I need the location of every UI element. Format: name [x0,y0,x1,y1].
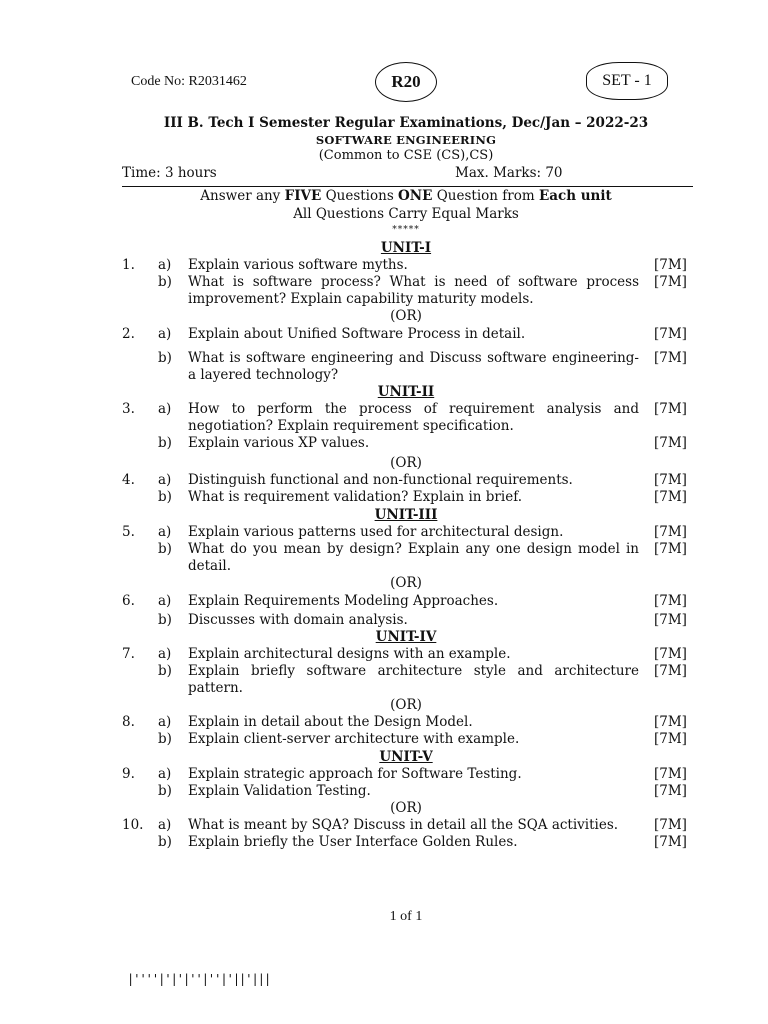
question-number: 1. [122,257,135,273]
question-text: What is software engineering and Discuss software engineering-a layered technology? [188,350,639,383]
instruction-line-1: Answer any FIVE Questions ONE Question from Each unit [200,188,612,204]
question-number: 7. [122,646,135,662]
question-marks: [7M] [654,274,687,290]
exam-title: III B. Tech I Semester Regular Examinations, Dec/Jan – 2022-23 [163,115,649,131]
regulation-badge: R20 [375,62,437,102]
or-separator: (OR) [390,800,422,816]
part-label: a) [158,401,172,417]
question-marks: [7M] [654,714,687,730]
part-label: b) [158,834,172,850]
or-separator: (OR) [390,455,422,471]
question-text: Explain strategic approach for Software Testing. [188,766,522,782]
question-marks: [7M] [654,593,687,609]
part-label: b) [158,435,172,451]
question-text: What is requirement validation? Explain in brief. [188,489,522,505]
or-separator: (OR) [390,308,422,324]
barcode: |''''|'|'|''|''|'||'||| [127,972,271,986]
question-text: Discusses with domain analysis. [188,612,408,628]
question-number: 5. [122,524,135,540]
question-marks: [7M] [654,612,687,628]
part-label: a) [158,714,172,730]
part-label: b) [158,489,172,505]
question-number: 3. [122,401,135,417]
question-marks: [7M] [654,401,687,417]
question-marks: [7M] [654,646,687,662]
part-label: b) [158,350,172,366]
question-marks: [7M] [654,731,687,747]
question-text: Explain in detail about the Design Model. [188,714,473,730]
instruction-line-2: All Questions Carry Equal Marks [293,206,519,222]
part-label: a) [158,326,172,342]
question-number: 10. [122,817,144,833]
question-text: Explain architectural designs with an example. [188,646,511,662]
question-marks: [7M] [654,817,687,833]
question-number: 9. [122,766,135,782]
header-divider [122,186,693,187]
question-number: 4. [122,472,135,488]
separator-stars: ***** [392,225,420,235]
question-number: 2. [122,326,135,342]
or-separator: (OR) [390,575,422,591]
question-text: Explain briefly software architecture style and architecture pattern. [188,663,639,696]
question-text: Explain about Unified Software Process in detail. [188,326,526,342]
part-label: a) [158,593,172,609]
question-text: What is software process? What is need of software process improvement? Explain capability maturity models. [188,274,639,307]
question-text: Explain various software myths. [188,257,408,273]
time-allowed: Time: 3 hours [122,165,217,181]
part-label: b) [158,783,172,799]
question-marks: [7M] [654,783,687,799]
part-label: a) [158,817,172,833]
part-label: b) [158,663,172,679]
part-label: a) [158,646,172,662]
question-text: What is meant by SQA? Discuss in detail all the SQA activities. [188,817,619,833]
question-marks: [7M] [654,766,687,782]
question-marks: [7M] [654,326,687,342]
question-text: Distinguish functional and non-functional requirements. [188,472,573,488]
page-number: 1 of 1 [389,909,423,924]
question-marks: [7M] [654,524,687,540]
or-separator: (OR) [390,697,422,713]
question-text: How to perform the process of requirement analysis and negotiation? Explain requirement specification. [188,401,639,434]
question-marks: [7M] [654,257,687,273]
part-label: a) [158,472,172,488]
max-marks: Max. Marks: 70 [455,165,563,181]
part-label: b) [158,731,172,747]
set-badge: SET - 1 [586,62,668,100]
question-marks: [7M] [654,435,687,451]
part-label: b) [158,541,172,557]
question-marks: [7M] [654,541,687,557]
question-text: Explain briefly the User Interface Golden Rules. [188,834,518,850]
unit-heading: UNIT-V [379,749,433,765]
question-marks: [7M] [654,350,687,366]
question-text: Explain various patterns used for architectural design. [188,524,564,540]
part-label: b) [158,274,172,290]
part-label: b) [158,612,172,628]
unit-heading: UNIT-III [374,507,438,523]
question-marks: [7M] [654,472,687,488]
question-text: Explain Validation Testing. [188,783,371,799]
unit-heading: UNIT-IV [375,629,437,645]
question-text: What do you mean by design? Explain any one design model in detail. [188,541,639,574]
question-marks: [7M] [654,834,687,850]
part-label: a) [158,524,172,540]
code-number: Code No: R2031462 [131,74,247,89]
subject-title: SOFTWARE ENGINEERING [315,133,497,147]
question-marks: [7M] [654,489,687,505]
unit-heading: UNIT-I [380,240,432,256]
common-to: (Common to CSE (CS),CS) [318,148,494,163]
question-text: Explain various XP values. [188,435,370,451]
part-label: a) [158,257,172,273]
question-text: Explain Requirements Modeling Approaches. [188,593,499,609]
question-marks: [7M] [654,663,687,679]
unit-heading: UNIT-II [377,384,435,400]
question-number: 8. [122,714,135,730]
part-label: a) [158,766,172,782]
question-text: Explain client-server architecture with example. [188,731,520,747]
question-number: 6. [122,593,135,609]
